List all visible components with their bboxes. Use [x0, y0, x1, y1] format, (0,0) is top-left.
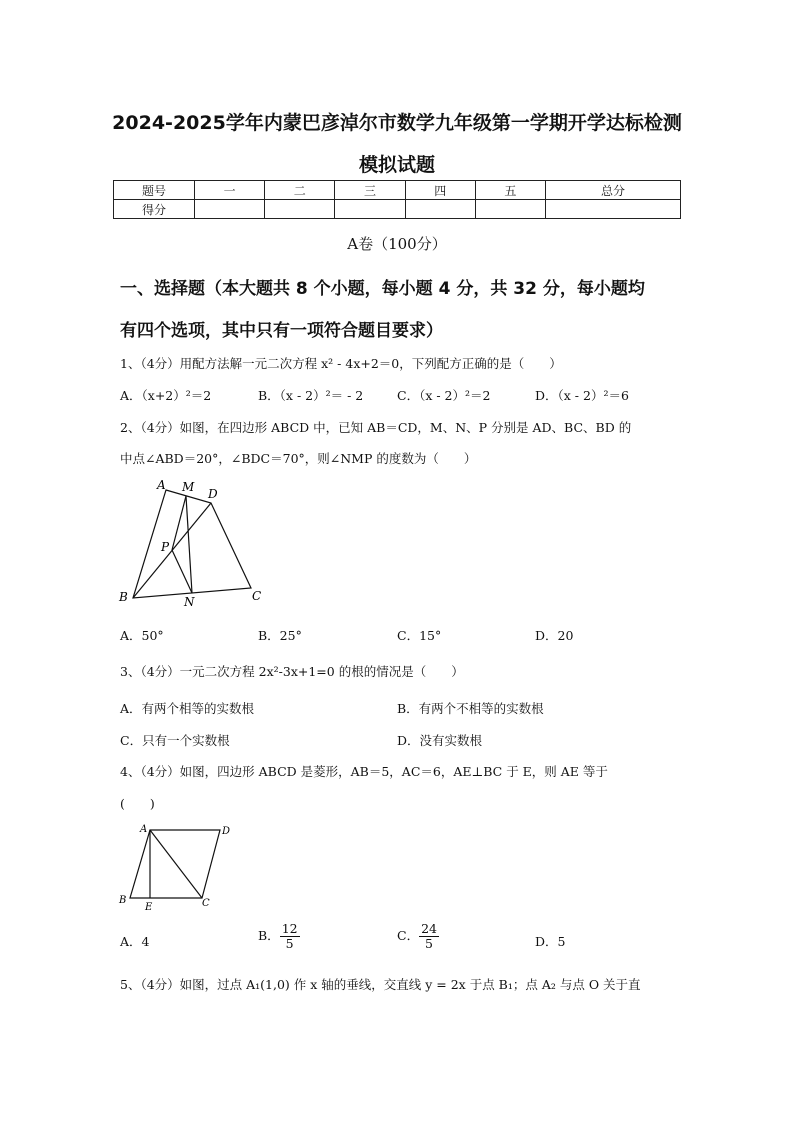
- score-table: [113, 180, 681, 219]
- q2-text-line1: 2、（4分）如图，在四边形 ABCD 中，已知 AB＝CD，M、N、P 分别是 AD、BC、BD 的: [120, 420, 632, 435]
- score-header-cell: 总分: [546, 181, 681, 200]
- q2-segment-mn: [186, 496, 192, 593]
- score-table-score-row: [114, 200, 681, 219]
- score-input-cell[interactable]: [405, 200, 475, 219]
- q3-text: 3、（4分）一元二次方程 2x²-3x+1=0 的根的情况是（ ）: [120, 664, 464, 679]
- q3-option-c[interactable]: C．只有一个实数根: [120, 733, 230, 748]
- score-input-cell[interactable]: [546, 200, 681, 219]
- q1-option-c[interactable]: C．（x - 2）²＝2: [397, 388, 491, 403]
- q4-option-c-fraction: [419, 922, 439, 951]
- q4-option-a[interactable]: A．4: [120, 934, 150, 949]
- q4-option-b-fraction: [280, 922, 300, 951]
- q4-option-c[interactable]: [397, 922, 439, 951]
- page-title-line1: 2024-2025学年内蒙巴彦淖尔市数学九年级第一学期开学达标检测: [112, 112, 682, 134]
- q3-option-a[interactable]: A．有两个相等的实数根: [120, 701, 255, 716]
- q4-label-d: D: [222, 826, 231, 837]
- score-input-cell[interactable]: [265, 200, 335, 219]
- q4-text-line2: ( ): [120, 796, 155, 811]
- q1-option-a[interactable]: A．（x+2）²＝2: [120, 388, 212, 403]
- score-header-cell: 一: [195, 181, 265, 200]
- score-row-label: 得分: [114, 200, 195, 219]
- q2-option-a[interactable]: A．50°: [120, 628, 164, 643]
- q2-option-d[interactable]: D．20: [535, 628, 574, 643]
- q4-diagonal-ac: [150, 830, 202, 898]
- q2-option-c[interactable]: C．15°: [397, 628, 442, 643]
- q4-rhombus: [130, 830, 220, 898]
- q3-option-d[interactable]: D．没有实数根: [397, 733, 483, 748]
- q4-option-c-denominator: 5: [425, 935, 433, 951]
- score-header-cell: 二: [265, 181, 335, 200]
- q2-label-c: C: [252, 589, 262, 603]
- score-input-cell[interactable]: [475, 200, 545, 219]
- q4-option-b-prefix: B．: [258, 927, 280, 943]
- score-header-cell: 四: [405, 181, 475, 200]
- q2-segment-np: [172, 550, 192, 593]
- section1-heading-line1: 一、选择题（本大题共 8 个小题，每小题 4 分，共 32 分，每小题均: [120, 279, 645, 299]
- q4-option-b-numerator: 12: [281, 921, 298, 936]
- q4-rhombus-figure: [114, 820, 244, 916]
- page-title-line2: 模拟试题: [358, 154, 435, 176]
- score-table-header-row: [114, 181, 681, 200]
- q2-quadrilateral-figure: [114, 476, 274, 612]
- q3-option-b[interactable]: B．有两个不相等的实数根: [397, 701, 544, 716]
- volume-heading: A卷（100分）: [347, 235, 447, 253]
- q2-text-line2: 中点∠ABD＝20°，∠BDC＝70°，则∠NMP 的度数为（ ）: [120, 451, 477, 466]
- q4-option-c-prefix: C．: [397, 927, 420, 943]
- q2-option-b[interactable]: B．25°: [258, 628, 302, 643]
- q4-option-b-denominator: 5: [285, 935, 294, 951]
- q2-label-p: P: [161, 540, 170, 554]
- section1-heading-line2: 有四个选项，其中只有一项符合题目要求）: [120, 321, 443, 341]
- q4-label-e: E: [145, 902, 153, 913]
- q4-label-a: A: [140, 824, 148, 835]
- q4-option-d[interactable]: D．5: [535, 934, 566, 949]
- q2-label-d: D: [208, 487, 218, 501]
- score-input-cell[interactable]: [195, 200, 265, 219]
- q1-option-b[interactable]: B．（x - 2）²＝ - 2: [258, 388, 364, 403]
- q5-text: 5、（4分）如图，过点 A₁(1,0) 作 x 轴的垂线，交直线 y = 2x 于点 B₁；点 A₂ 与点 O 关于直: [120, 977, 641, 992]
- q2-label-b: B: [119, 590, 128, 604]
- q1-option-d[interactable]: D．（x - 2）²＝6: [535, 388, 629, 403]
- q2-label-a: A: [157, 478, 166, 492]
- score-input-cell[interactable]: [335, 200, 405, 219]
- q4-text-line1: 4、（4分）如图，四边形 ABCD 是菱形，AB＝5，AC＝6，AE⊥BC 于 E，则 AE 等于: [120, 764, 608, 779]
- score-header-cell: 三: [335, 181, 405, 200]
- q4-option-c-numerator: 24: [421, 921, 437, 936]
- q4-option-b[interactable]: [258, 922, 300, 951]
- q2-label-n: N: [184, 595, 195, 609]
- score-header-cell: 五: [475, 181, 545, 200]
- q2-quadrilateral: [133, 490, 251, 598]
- score-header-cell: 题号: [114, 181, 195, 200]
- q1-text: 1、（4分）用配方法解一元二次方程 x² - 4x+2＝0，下列配方正确的是（ ）: [120, 356, 562, 371]
- q4-label-c: C: [202, 898, 210, 909]
- q4-label-b: B: [119, 895, 127, 906]
- q2-label-m: M: [182, 480, 195, 494]
